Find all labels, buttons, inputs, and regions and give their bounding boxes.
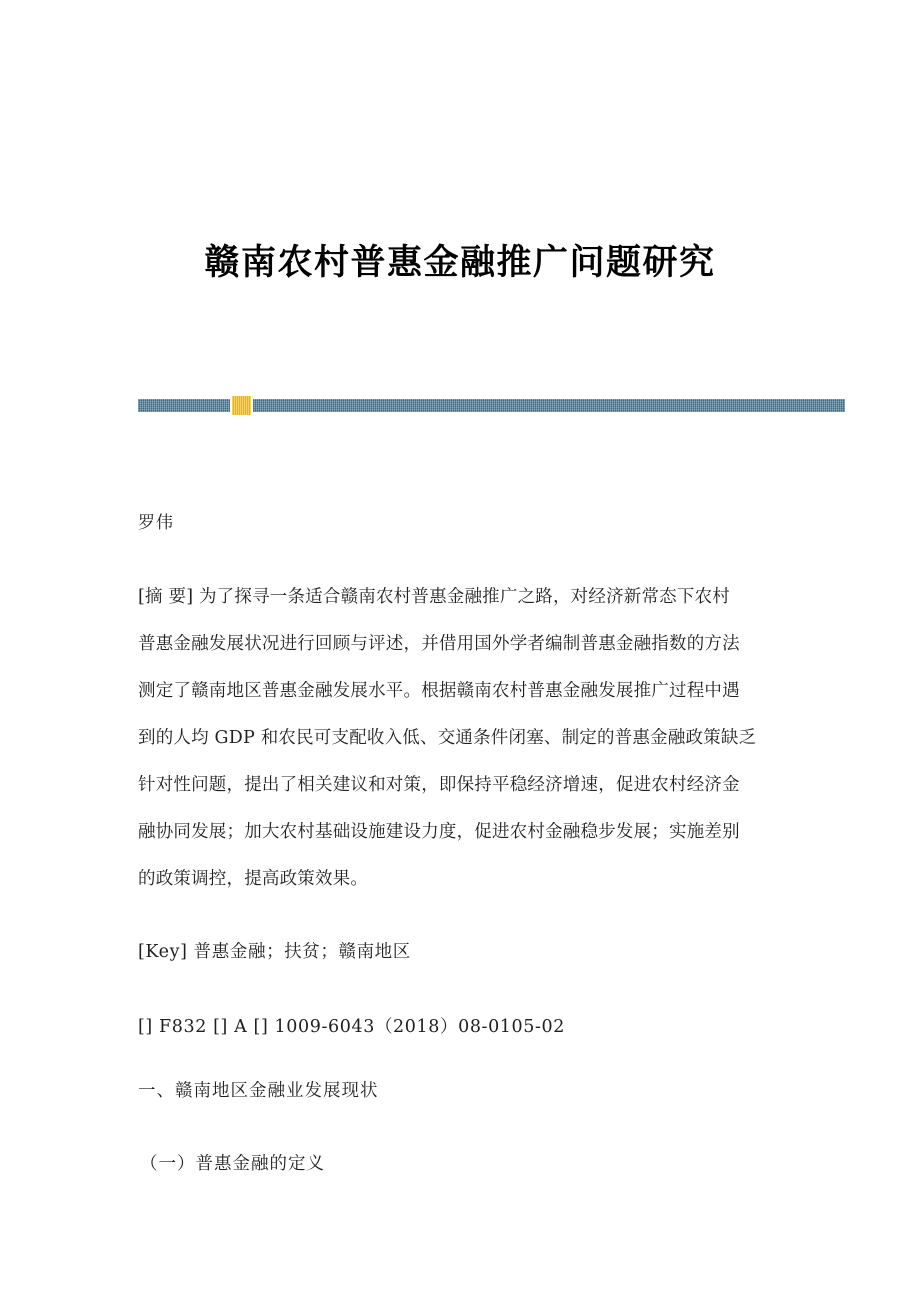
abstract-line: 针对性问题，提出了相关建议和对策，即保持平稳经济增速，促进农村经济金 bbox=[138, 775, 740, 795]
gold-square-accent-icon bbox=[232, 396, 251, 415]
abstract-line: 融协同发展；加大农村基础设施建设力度，促进农村金融稳步发展；实施差别 bbox=[138, 822, 740, 842]
keywords-line: [Key] 普惠金融；扶贫；赣南地区 bbox=[138, 942, 411, 962]
abstract-line: 到的人均 GDP 和农民可支配收入低、交通条件闭塞、制定的普惠金融政策缺乏 bbox=[138, 728, 757, 748]
abstract-block bbox=[138, 574, 810, 903]
decorative-divider bbox=[138, 399, 845, 412]
abstract-line: 测定了赣南地区普惠金融发展水平。根据赣南农村普惠金融发展推广过程中遇 bbox=[138, 681, 740, 701]
abstract-line: [摘 要] 为了探寻一条适合赣南农村普惠金融推广之路，对经济新常态下农村 bbox=[138, 587, 730, 607]
section-heading-one: 一、赣南地区金融业发展现状 bbox=[138, 1081, 379, 1101]
subsection-heading-one: （一）普惠金融的定义 bbox=[140, 1154, 325, 1174]
classification-codes-line: [] F832 [] A [] 1009-6043（2018）08-0105-02 bbox=[138, 1017, 565, 1037]
page-title: 赣南农村普惠金融推广问题研究 bbox=[204, 242, 716, 284]
abstract-line: 的政策调控，提高政策效果。 bbox=[138, 869, 369, 889]
author-name: 罗伟 bbox=[138, 513, 174, 533]
abstract-line: 普惠金融发展状况进行回顾与评述，并借用国外学者编制普惠金融指数的方法 bbox=[138, 634, 740, 654]
